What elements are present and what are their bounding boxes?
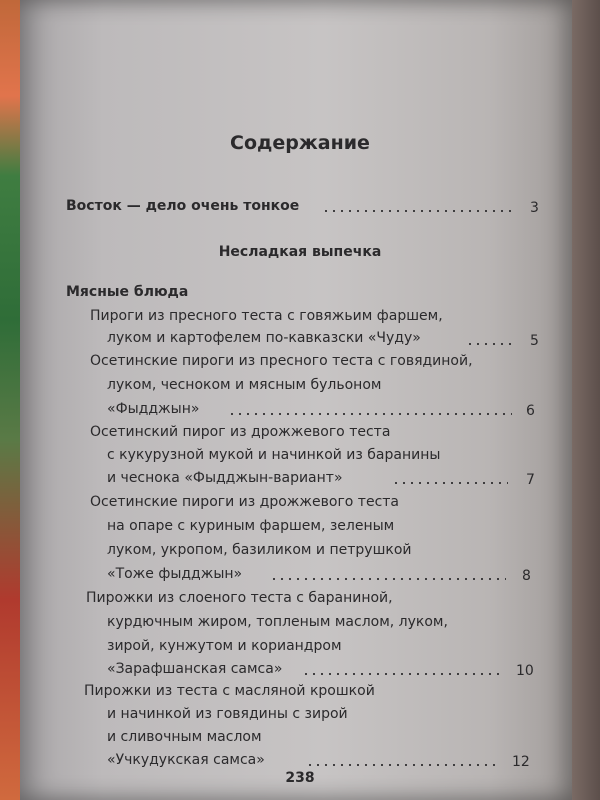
toc-entry-line: курдючным жиром, топленым маслом, луком, — [107, 614, 448, 630]
toc-page-number: 8 — [522, 568, 531, 584]
page-title: Содержание — [230, 132, 370, 154]
toc-entry-line: Осетинский пирог из дрожжевого теста — [90, 424, 391, 440]
book-page — [20, 0, 572, 800]
book-cover-edge — [0, 0, 22, 800]
toc-intro-leader — [322, 210, 512, 212]
section-heading: Несладкая выпечка — [218, 244, 382, 260]
toc-intro-label: Восток — дело очень тонкое — [66, 198, 300, 214]
toc-entry-line: и сливочным маслом — [107, 729, 262, 745]
toc-entry-line: луком и картофелем по-кавказски «Чуду» — [107, 330, 421, 346]
book-cover-right — [572, 0, 600, 800]
toc-entry-line: «Зарафшанская самса» — [107, 661, 283, 677]
toc-leader — [306, 764, 498, 766]
toc-leader — [466, 343, 512, 345]
toc-entry-line: Пирожки из слоеного теста с бараниной, — [86, 590, 393, 606]
toc-entry-line: и чеснока «Фыдджын-вариант» — [107, 470, 343, 486]
toc-entry-line: «Тоже фыдджын» — [107, 566, 243, 582]
toc-entry-line: Осетинские пироги из дрожжевого теста — [90, 494, 400, 510]
toc-entry-line: Пирожки из теста с масляной крошкой — [84, 683, 375, 699]
toc-entry-line: Пироги из пресного теста с говяжьим фаршем, — [90, 308, 443, 324]
page-number: 238 — [285, 770, 315, 786]
toc-leader — [302, 673, 502, 675]
toc-entry-line: луком, чесноком и мясным бульоном — [107, 377, 382, 393]
toc-entry-line: «Фыдджын» — [107, 401, 200, 417]
toc-leader — [392, 482, 508, 484]
toc-leader — [270, 578, 506, 580]
toc-entry-line: и начинкой из говядины с зирой — [107, 706, 348, 722]
subsection-heading: Мясные блюда — [66, 284, 189, 300]
toc-entry-line: зирой, кунжутом и кориандром — [107, 638, 342, 654]
toc-page-number: 5 — [530, 333, 539, 349]
toc-page-number: 10 — [516, 663, 534, 679]
toc-page-number: 12 — [512, 754, 530, 770]
toc-entry-line: луком, укропом, базиликом и петрушкой — [107, 542, 412, 558]
toc-entry-line: с кукурузной мукой и начинкой из баранины — [107, 447, 441, 463]
toc-page-number: 6 — [526, 403, 535, 419]
toc-page-number: 7 — [526, 472, 535, 488]
toc-intro-page: 3 — [530, 200, 539, 216]
toc-entry-line: на опаре с куриным фаршем, зеленым — [107, 518, 395, 534]
toc-leader — [228, 413, 512, 415]
toc-entry-line: «Учкудукская самса» — [107, 752, 265, 768]
toc-entry-line: Осетинские пироги из пресного теста с говядиной, — [90, 353, 473, 369]
